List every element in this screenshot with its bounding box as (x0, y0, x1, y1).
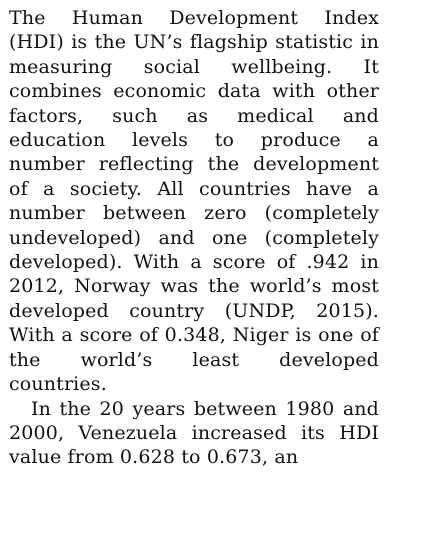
paragraph-hdi-definition: The Human Development Index (HDI) is the UN’s flagship statistic in measuring social wellbeing. It combines economic data with other factors, such as medical and education levels to produce a number reflecting the development of a society. All countries have a number between zero (completely undeveloped) and one (completely developed). With a score of .942 in 2012, Norway was the world’s most developed country (UNDP, 2015). With a score of 0.348, Niger is one of the world’s least developed countries. (9, 7, 379, 396)
paragraph-venezuela-hdi: In the 20 years between 1980 and 2000, Venezuela increased its HDI value from 0.628 to 0.673, an (9, 397, 379, 469)
